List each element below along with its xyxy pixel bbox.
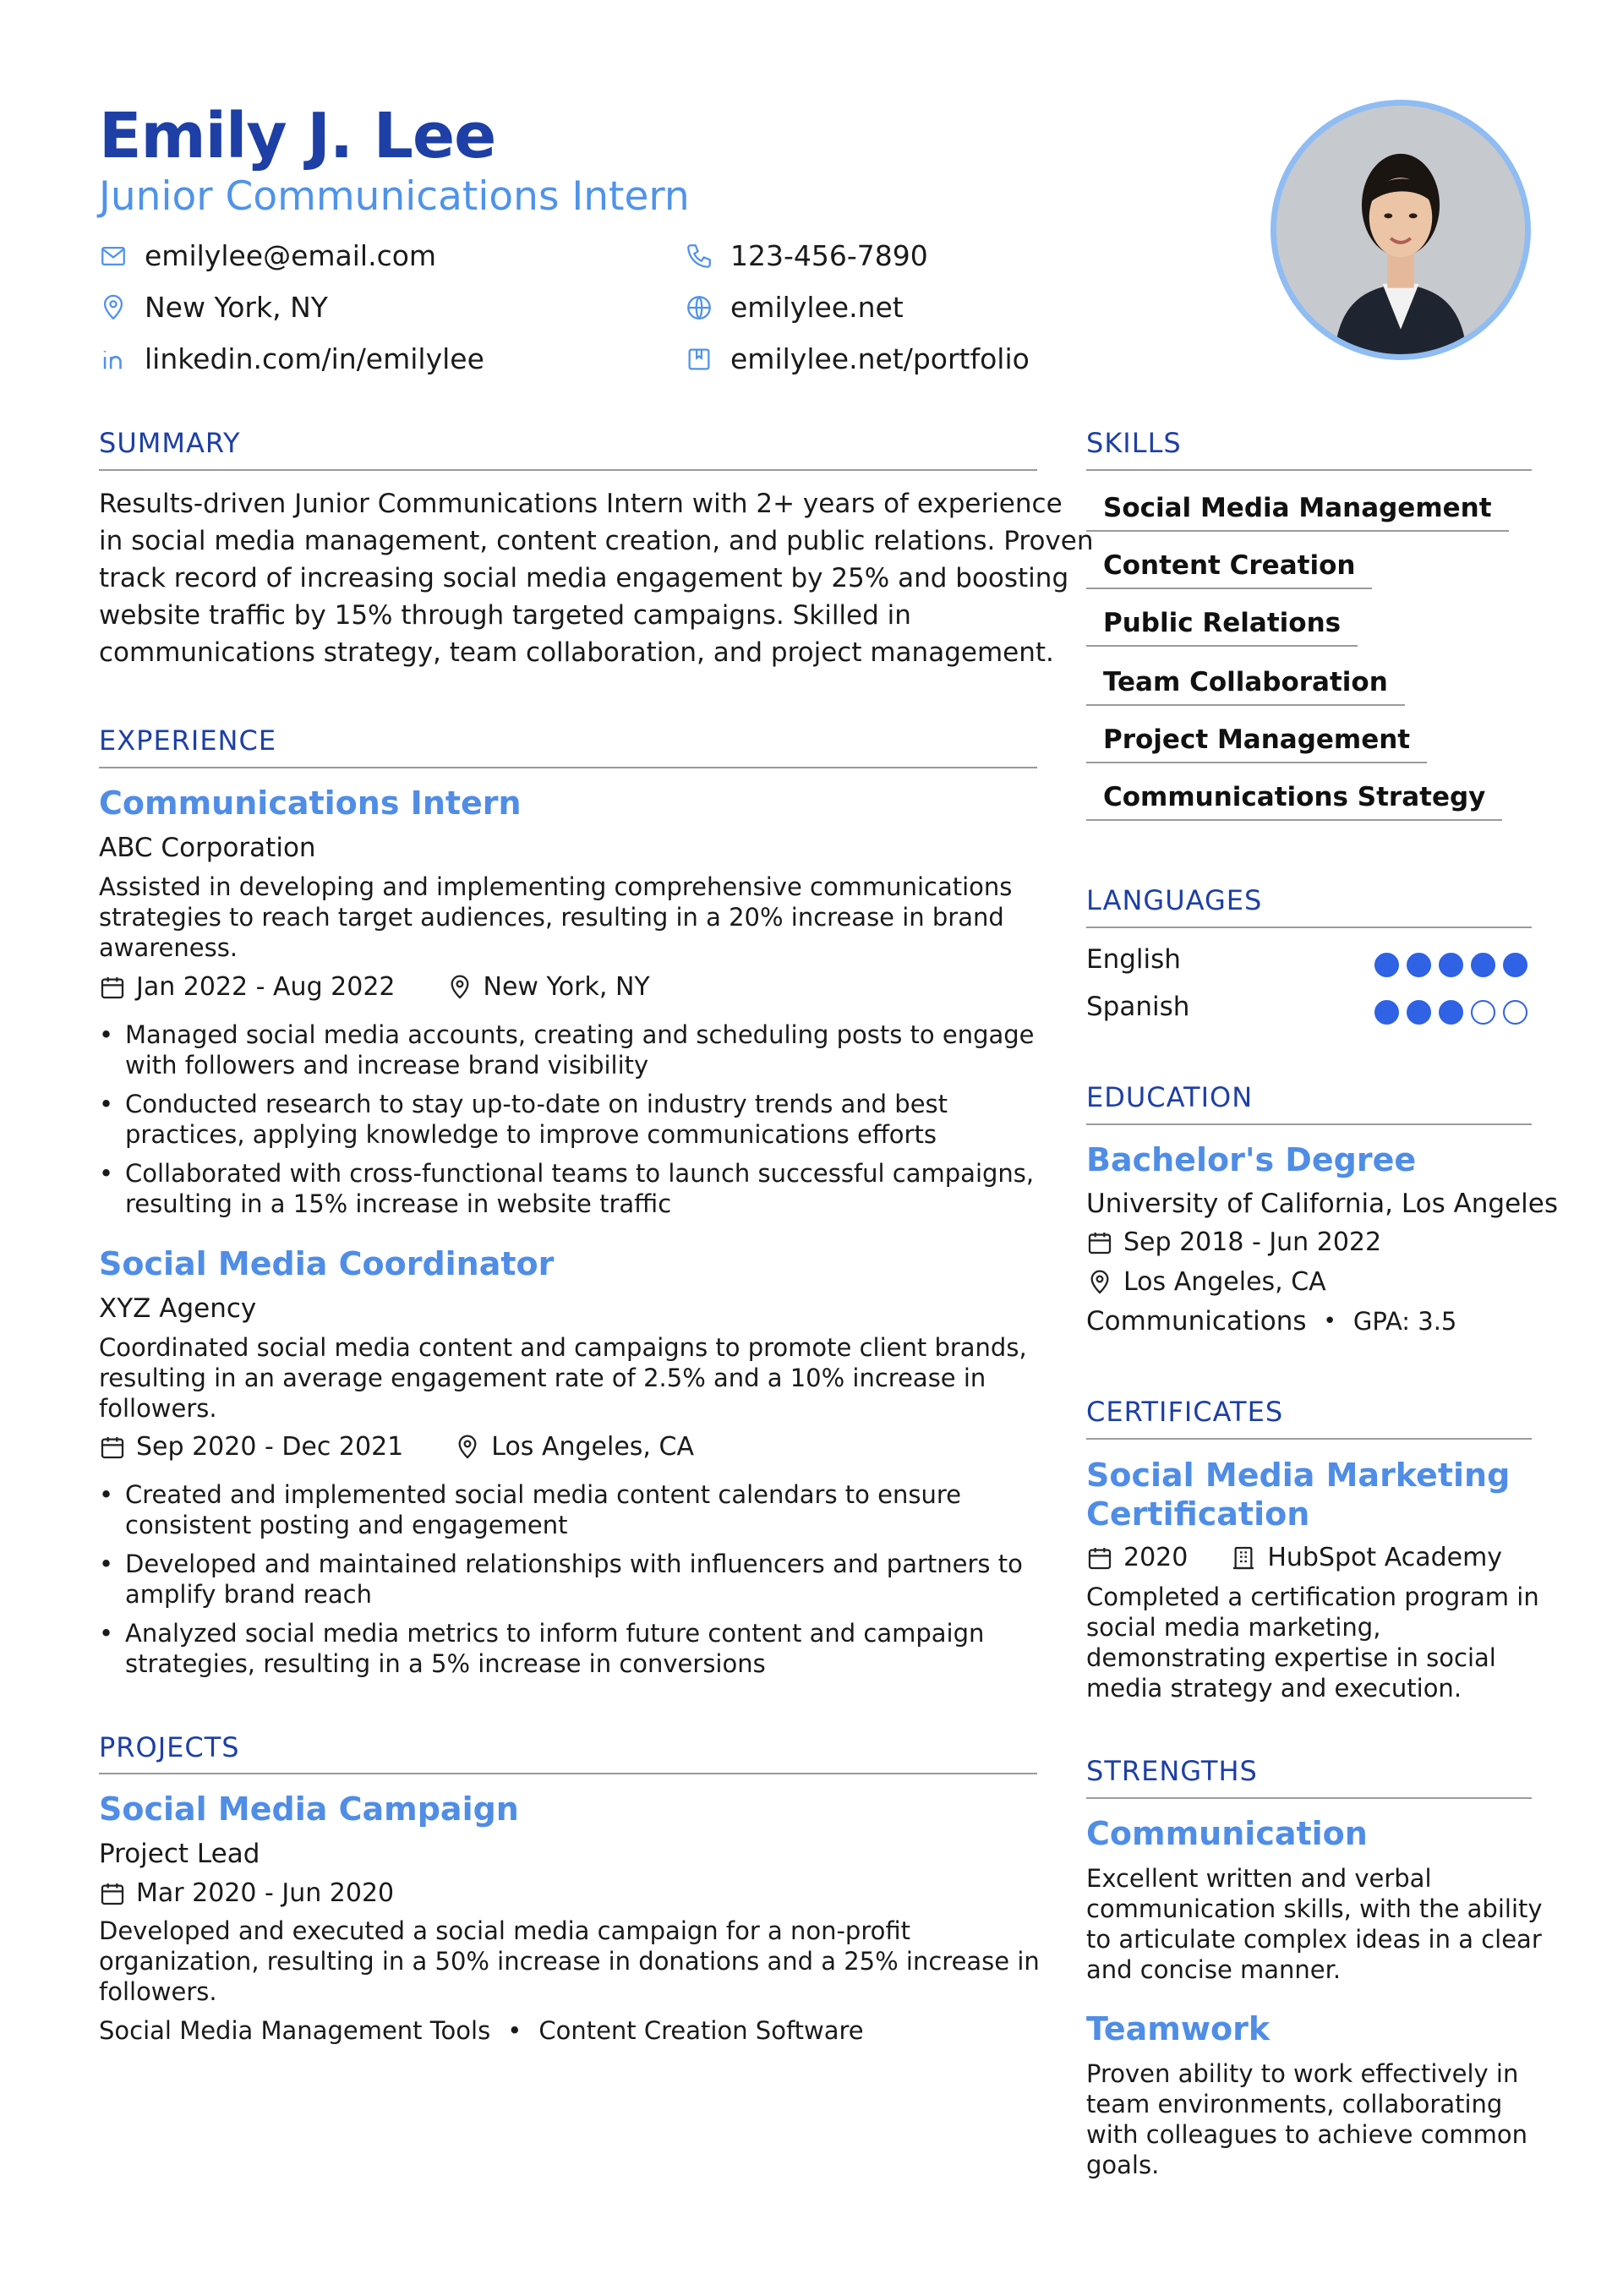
rating-dot-filled xyxy=(1374,1000,1399,1025)
contact-email[interactable] xyxy=(99,239,436,272)
certificates-heading: CERTIFICATES xyxy=(1086,1396,1284,1428)
list-item: • Collaborated with cross-functional teams to launch successful campaigns, resulting in a 15% increase in website traffic xyxy=(99,1158,1035,1219)
contact-portfolio[interactable] xyxy=(685,342,1030,375)
project-meta xyxy=(99,1878,394,1908)
summary-text: Results-driven Junior Communications Intern with 2+ years of experience in social media management, content creation, and public relations. Proven track record of increasing social media engagement by 25% and boosting website traffic by 15% through targeted campaigns. Skilled in communications strategy, team collaboration, and project management. xyxy=(99,489,1094,668)
job-meta xyxy=(99,972,650,1002)
list-item: • Analyzed social media metrics to inform future content and campaign strategies, resulting in a 5% increase in conversions xyxy=(99,1618,1023,1679)
certificate-name: Social Media Marketing Certification xyxy=(1086,1457,1511,1533)
contact-linkedin[interactable] xyxy=(99,342,484,375)
projects-divider xyxy=(99,1773,1037,1774)
location-pin-icon xyxy=(454,1434,481,1461)
website-text: emilylee.net xyxy=(730,291,904,324)
job-bullets xyxy=(99,1020,1035,1227)
degree-title: Bachelor's Degree xyxy=(1086,1141,1417,1178)
rating-dot-filled xyxy=(1374,953,1399,977)
list-item: • Created and implemented social media content calendars to ensure consistent posting and engagement xyxy=(99,1479,1023,1540)
projects-heading: PROJECTS xyxy=(99,1731,240,1763)
portfolio-text: emilylee.net/portfolio xyxy=(730,342,1030,375)
skill-tag: Social Media Management xyxy=(1086,493,1509,532)
language-name: English xyxy=(1086,944,1181,975)
experience-heading: EXPERIENCE xyxy=(99,724,277,757)
linkedin-text: linkedin.com/in/emilylee xyxy=(145,342,484,375)
candidate-name: Emily J. Lee xyxy=(99,100,496,172)
strength-description: Excellent written and verbal communication skills, with the ability to articulate complex ideas in a clear and concise manner. xyxy=(1086,1864,1543,1984)
rating-dot-empty xyxy=(1503,1000,1527,1025)
education-divider xyxy=(1086,1123,1532,1125)
project-tag: Social Media Management Tools xyxy=(99,2016,491,2045)
skill-tag: Project Management xyxy=(1086,724,1427,763)
profile-photo xyxy=(1271,100,1531,360)
candidate-role: Junior Communications Intern xyxy=(99,173,690,220)
calendar-icon xyxy=(1086,1544,1113,1572)
project-role: Project Lead xyxy=(99,1839,260,1869)
skills-heading: SKILLS xyxy=(1086,427,1182,459)
rating-dot-filled xyxy=(1503,953,1527,977)
education-heading: EDUCATION xyxy=(1086,1081,1254,1113)
job-company: XYZ Agency xyxy=(99,1293,257,1324)
location-pin-icon xyxy=(446,974,473,1001)
summary-heading: SUMMARY xyxy=(99,427,241,459)
job-bullets xyxy=(99,1479,1023,1687)
certificate-meta xyxy=(1086,1543,1502,1572)
certificate-issuer: HubSpot Academy xyxy=(1267,1543,1503,1572)
strengths-heading: STRENGTHS xyxy=(1086,1755,1258,1787)
language-rating xyxy=(1367,953,1527,977)
job-description: Assisted in developing and implementing comprehensive communications strategies to reach target audiences, resulting in a 20% increase in brand awareness. xyxy=(99,872,1013,962)
list-item: • Managed social media accounts, creating and scheduling posts to engage with followers and increase brand visibility xyxy=(99,1020,1035,1080)
languages-heading: LANGUAGES xyxy=(1086,884,1263,916)
location-pin-icon xyxy=(99,293,128,322)
location-pin-icon xyxy=(1086,1269,1113,1296)
skill-tag: Communications Strategy xyxy=(1086,782,1502,821)
tag-separator: • xyxy=(507,2016,522,2045)
language-name: Spanish xyxy=(1086,992,1190,1022)
certificates-divider xyxy=(1086,1438,1532,1440)
skill-tag: Content Creation xyxy=(1086,550,1372,589)
job-title: Communications Intern xyxy=(99,784,522,822)
globe-icon xyxy=(685,293,713,322)
phone-text: 123-456-7890 xyxy=(730,239,928,272)
rating-dot-filled xyxy=(1439,953,1463,977)
bookmark-icon xyxy=(685,345,713,374)
summary-divider xyxy=(99,469,1037,471)
calendar-icon xyxy=(99,1434,126,1461)
skills-divider xyxy=(1086,469,1532,471)
contact-website[interactable] xyxy=(685,291,904,324)
rating-dot-empty xyxy=(1471,1000,1495,1025)
strength-name: Communication xyxy=(1086,1815,1368,1852)
skill-tag: Team Collaboration xyxy=(1086,667,1405,706)
certificate-description: Completed a certification program in social media marketing, demonstrating expertise in social media strategy and execution. xyxy=(1086,1583,1539,1703)
education-location-row xyxy=(1086,1267,1326,1297)
job-company: ABC Corporation xyxy=(99,833,316,863)
calendar-icon xyxy=(99,974,126,1001)
contact-phone[interactable] xyxy=(685,239,928,272)
job-meta xyxy=(99,1432,694,1462)
skill-tag: Public Relations xyxy=(1086,608,1358,647)
project-title: Social Media Campaign xyxy=(99,1790,519,1828)
building-icon xyxy=(1230,1544,1257,1572)
education-details xyxy=(1086,1306,1456,1337)
job-location: New York, NY xyxy=(483,972,650,1002)
project-description: Developed and executed a social media campaign for a non-profit organization, resulting in a 50% increase in donations and a 25% increase in followers. xyxy=(99,1916,1040,2006)
rating-dot-filled xyxy=(1439,1000,1463,1025)
education-dates: Sep 2018 - Jun 2022 xyxy=(1123,1227,1382,1257)
certificate-year: 2020 xyxy=(1123,1543,1189,1572)
project-dates: Mar 2020 - Jun 2020 xyxy=(136,1878,395,1908)
email-text: emilylee@email.com xyxy=(145,239,437,272)
job-dates: Jan 2022 - Aug 2022 xyxy=(136,972,396,1002)
location-text: New York, NY xyxy=(145,291,328,324)
job-location: Los Angeles, CA xyxy=(491,1432,694,1462)
list-item: • Developed and maintained relationships with influencers and partners to amplify brand reach xyxy=(99,1549,1023,1610)
rating-dot-filled xyxy=(1407,953,1431,977)
school-name: University of California, Los Angeles xyxy=(1086,1189,1559,1219)
education-field: Communications xyxy=(1086,1306,1307,1337)
education-location: Los Angeles, CA xyxy=(1123,1267,1326,1297)
languages-divider xyxy=(1086,927,1532,928)
job-dates: Sep 2020 - Dec 2021 xyxy=(136,1432,404,1462)
language-rating xyxy=(1367,1000,1527,1025)
mail-icon xyxy=(99,242,128,271)
education-gpa: GPA: 3.5 xyxy=(1352,1307,1457,1336)
project-tags xyxy=(99,2016,864,2045)
calendar-icon xyxy=(99,1880,126,1907)
strength-name: Teamwork xyxy=(1086,2010,1271,2047)
strength-description: Proven ability to work effectively in team environments, collaborating with colleagues to achieve common goals. xyxy=(1086,2059,1527,2179)
phone-icon xyxy=(685,242,713,271)
rating-dot-filled xyxy=(1471,953,1495,977)
detail-separator: • xyxy=(1323,1309,1336,1334)
rating-dot-filled xyxy=(1407,1000,1431,1025)
education-dates-row xyxy=(1086,1227,1381,1257)
job-description: Coordinated social media content and campaigns to promote client brands, resulting in an average engagement rate of 2.5% and a 10% increase in followers. xyxy=(99,1333,1027,1423)
strengths-divider xyxy=(1086,1797,1532,1799)
experience-divider xyxy=(99,767,1037,768)
linkedin-icon xyxy=(99,345,128,374)
list-item: • Conducted research to stay up-to-date on industry trends and best practices, applying knowledge to improve communications efforts xyxy=(99,1089,1035,1150)
calendar-icon xyxy=(1086,1229,1113,1256)
job-title: Social Media Coordinator xyxy=(99,1245,555,1282)
project-tag: Content Creation Software xyxy=(538,2016,864,2045)
contact-location xyxy=(99,291,328,324)
